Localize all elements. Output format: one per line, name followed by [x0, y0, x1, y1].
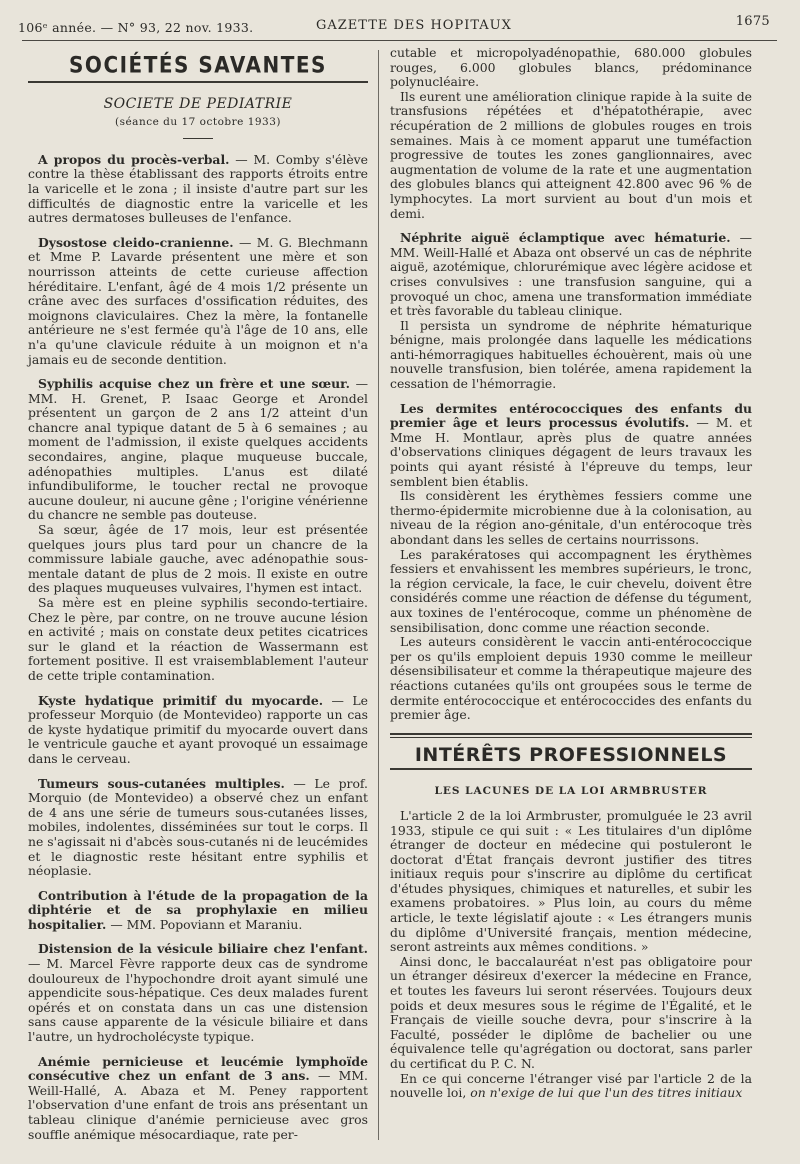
- running-header: [18, 14, 770, 36]
- article-proces-verbal: A propos du procès-verbal. — M. Comby s'élève contre la thèse établissant des rapports étroits entre la varicelle et le zona ; il insiste d'autre part sur les difficultés de diagnostic entre la varicelle et les autres dermatoses bulleuses de l'enfance.: [28, 151, 368, 226]
- issue-info: 106ᵉ année. — N° 93, 22 nov. 1933.: [18, 20, 254, 35]
- lacunes-p3: En ce qui concerne l'étranger visé par l'article 2 de la nouvelle loi, on n'exige de lui que l'un des titres initiaux: [390, 1070, 752, 1101]
- society-name: SOCIETE DE PEDIATRIE: [103, 95, 293, 112]
- article-nephrite: Néphrite aiguë éclamptique avec hématurie. — MM. Weill-Hallé et Abaza ont observé un cas de néphrite aiguë, azotémique, chlorurémique avec légère acidose et crises convulsives : une transfusion sanguine, qui a provoqué un choc, amena une transformation immédiate et très favorable du tableau clinique.: [390, 230, 752, 319]
- article-nephrite-p2: Il persista un syndrome de néphrite hématurique bénigne, mais prolongée dans laquelle les médications anti-hémorragiques habituelles échouèrent, mais où une nouvelle transfusion, bien tolérée, amena rapidement la cessation de l'hémorragie.: [390, 317, 752, 392]
- journal-title: GAZETTE DES HOPITAUX: [316, 18, 512, 33]
- section-rule-2: [390, 768, 752, 770]
- article-syphilis-p2: Sa sœur, âgée de 17 mois, leur est présentée quelques jours plus tard pour un chancre de la commissure labiale gauche, avec adénopathie sous-mentale datant de plus de 2 mois. Il existe en outre des plaques muqueuses vulvaires, l'hymen est intact.: [28, 522, 368, 596]
- article-dermites-p2: Ils considèrent les érythèmes fessiers comme une thermo-épidermite microbienne due à la colonisation, au niveau de la région ano-génitale, d'un entérocoque très abondant dans les selles de certains nourrissons.: [390, 488, 752, 547]
- section-title: SOCIÉTÉS SAVANTES: [69, 51, 327, 79]
- article-syphilis-p3: Sa mère est en pleine syphilis secondo-tertiaire. Chez le père, par contre, on ne trouve aucune lésion en activité ; mais on constate deux petites cicatrices sur le gland et la réaction de Wassermann est fortement positive. Il est vraisemblablement l'auteur de cette triple contamination.: [28, 595, 368, 683]
- short-rule: [183, 138, 213, 139]
- anemie-continued-p2: Ils eurent une amélioration clinique rapide à la suite de transfusions répétées et d'hépatothérapie, avec récupération de 2 millions de globules rouges en trois semaines. Mais à ce moment apparut une tuméfaction progressive de toutes les zones ganglionnaires, avec augmentation de volume de la rate et une augmentation des globules blancs qui atteignent 42.800 avec 96 % de lymphocytes. La mort survient au bout d'un mois et demi.: [390, 88, 752, 221]
- article-kyste: Kyste hydatique primitif du myocarde. — Le professeur Morquio (de Montevideo) rapporte un cas de kyste hydatique primitif du myocarde ouvert dans le ventricule gauche et ayant provoqué un essaimage dans le cerveau.: [28, 692, 368, 766]
- section-double-rule: [390, 733, 752, 738]
- article-dermites: Les dermites entérococciques des enfants du premier âge et leurs processus évolutifs. — M. et Mme H. Montlaur, après plus de quatre années d'observations cliniques dégagent de leurs travaux les points qui ayant résisté à l'épreuve du temps, leur semblent bien établis.: [390, 400, 752, 489]
- column-divider: [378, 50, 379, 1140]
- lacunes-p2: Ainsi donc, le baccalauréat n'est pas obligatoire pour un étranger désireux d'exercer la médecine en France, et toutes les faveurs lui seront réservées. Toujours deux poids et deux mesures sous le régime de l'Égalité, et le Français de vieille souche devra, pour s'inscrire à la Faculté, posséder le diplôme de bachelier ou une équivalence telle qu'agrégation ou doctorat, sans parler du certificat du P. C. N.: [390, 953, 752, 1071]
- right-column: [390, 46, 752, 1111]
- article-dermites-p4: Les auteurs considèrent le vaccin anti-entérococcique per os qu'ils emploient depuis 1930 comme le meilleur désensibilisateur et comme la thérapeutique majeure des réactions cutanées qu'ils ont groupées sous le terme de dermite entérococcique et entérococcides des enfants du premier âge.: [390, 634, 752, 723]
- article-syphilis: Syphilis acquise chez un frère et une sœur. — MM. H. Grenet, P. Isaac George et Arondel présentent un garçon de 2 ans 1/2 atteint d'un chancre anal typique datant de 5 à 6 semaines ; au moment de l'admission, il existe quelques accidents secondaires, angine, plaque muqueuse buccale, adénopathies multiples. L'anus est dilaté infundibuliforme, le toucher rectal ne provoque aucune douleur, ni aucune gêne ; l'origine vénérienne du chancre ne semble pas douteuse.: [28, 376, 368, 523]
- section-rule: [28, 81, 368, 83]
- article-tumeurs: Tumeurs sous-cutanées multiples. — Le prof. Morquio (de Montevideo) a observé chez un enfant de 4 ans une série de tumeurs sous-cutanées lisses, mobiles, indolentes, disséminées sur tout le corps. Il ne s'agissait ni d'abcès sous-cutanés ni de leucémides et le diagnostic reste hésitant entre syphilis et néoplasie.: [28, 775, 368, 879]
- article-vesicule: Distension de la vésicule biliaire chez l'enfant. — M. Marcel Fèvre rapporte deux cas de syndrome douloureux de l'hypochondre droit ayant simulé une appendicite sous-hépatique. Ces deux malades furent opérés et on constata dans un cas une distension sans cause apparente de la vésicule biliaire et dans l'autre, un hydrocholécyste typique.: [28, 941, 368, 1045]
- header-rule: [22, 40, 777, 41]
- article-heading-lacunes: LES LACUNES DE LA LOI ARMBRUSTER: [434, 785, 708, 798]
- left-column: [28, 46, 368, 1152]
- lacunes-p1: L'article 2 de la loi Armbruster, promulguée le 23 avril 1933, stipule ce qui suit : « Les titulaires d'un diplôme étranger de docteur en médecine qui postuleront le doctorat d'État français devront justifier des titres initiaux requis pour s'inscrire au diplôme du certificat d'études physiques, chimiques et naturelles, et subir les examens probatoires. » Plus loin, au cours du même article, le texte législatif ajoute : « Les étrangers munis du diplôme d'Université français, mention médecine, seront astreints aux mêmes conditions. »: [390, 807, 752, 955]
- section-title-professionnels: INTÉRÊTS PROFESSIONNELS: [414, 743, 728, 766]
- session-date: (séance du 17 octobre 1933): [114, 116, 282, 129]
- article-dysostose: Dysostose cleido-cranienne. — M. G. Blechmann et Mme P. Lavarde présentent une mère et son nourrisson atteints de cette curieuse affection héréditaire. L'enfant, âgé de 4 mois 1/2 présente un crâne avec des surfaces d'ossification réduites, des moignons claviculaires. Chez la mère, la fontanelle antérieure ne s'est fermée qu'à l'âge de 10 ans, elle n'a qu'une clavicule réduite à un moignon et n'a jamais eu de seconde dentition.: [28, 234, 368, 367]
- article-anemie: Anémie pernicieuse et leucémie lymphoïde consécutive chez un enfant de 3 ans. — MM. Weill-Hallé, A. Abaza et M. Peney rapportent l'observation d'une enfant de trois ans présentant un tableau clinique d'anémie pernicieuse avec gros souffle anémique mésocardiaque, rate per-: [28, 1053, 368, 1142]
- article-dermites-p3: Les parakératoses qui accompagnent les érythèmes fessiers et envahissent les membres supérieurs, le tronc, la région cervicale, la face, le cuir chevelu, doivent être considérés comme une réaction de défense du tégument, aux toxines de l'entérocoque, comme un phénomène de sensibilisation, donc comme une réaction seconde.: [390, 546, 752, 635]
- anemie-continued: cutable et micropolyadénopathie, 680.000 globules rouges, 6.000 globules blancs, prédominance polynucléaire.: [390, 45, 752, 90]
- page-number: 1675: [735, 14, 770, 29]
- article-diphterie: Contribution à l'étude de la propagation de la diphtérie et de sa prophylaxie en milieu hospitalier. — MM. Popoviann et Maraniu.: [28, 887, 368, 932]
